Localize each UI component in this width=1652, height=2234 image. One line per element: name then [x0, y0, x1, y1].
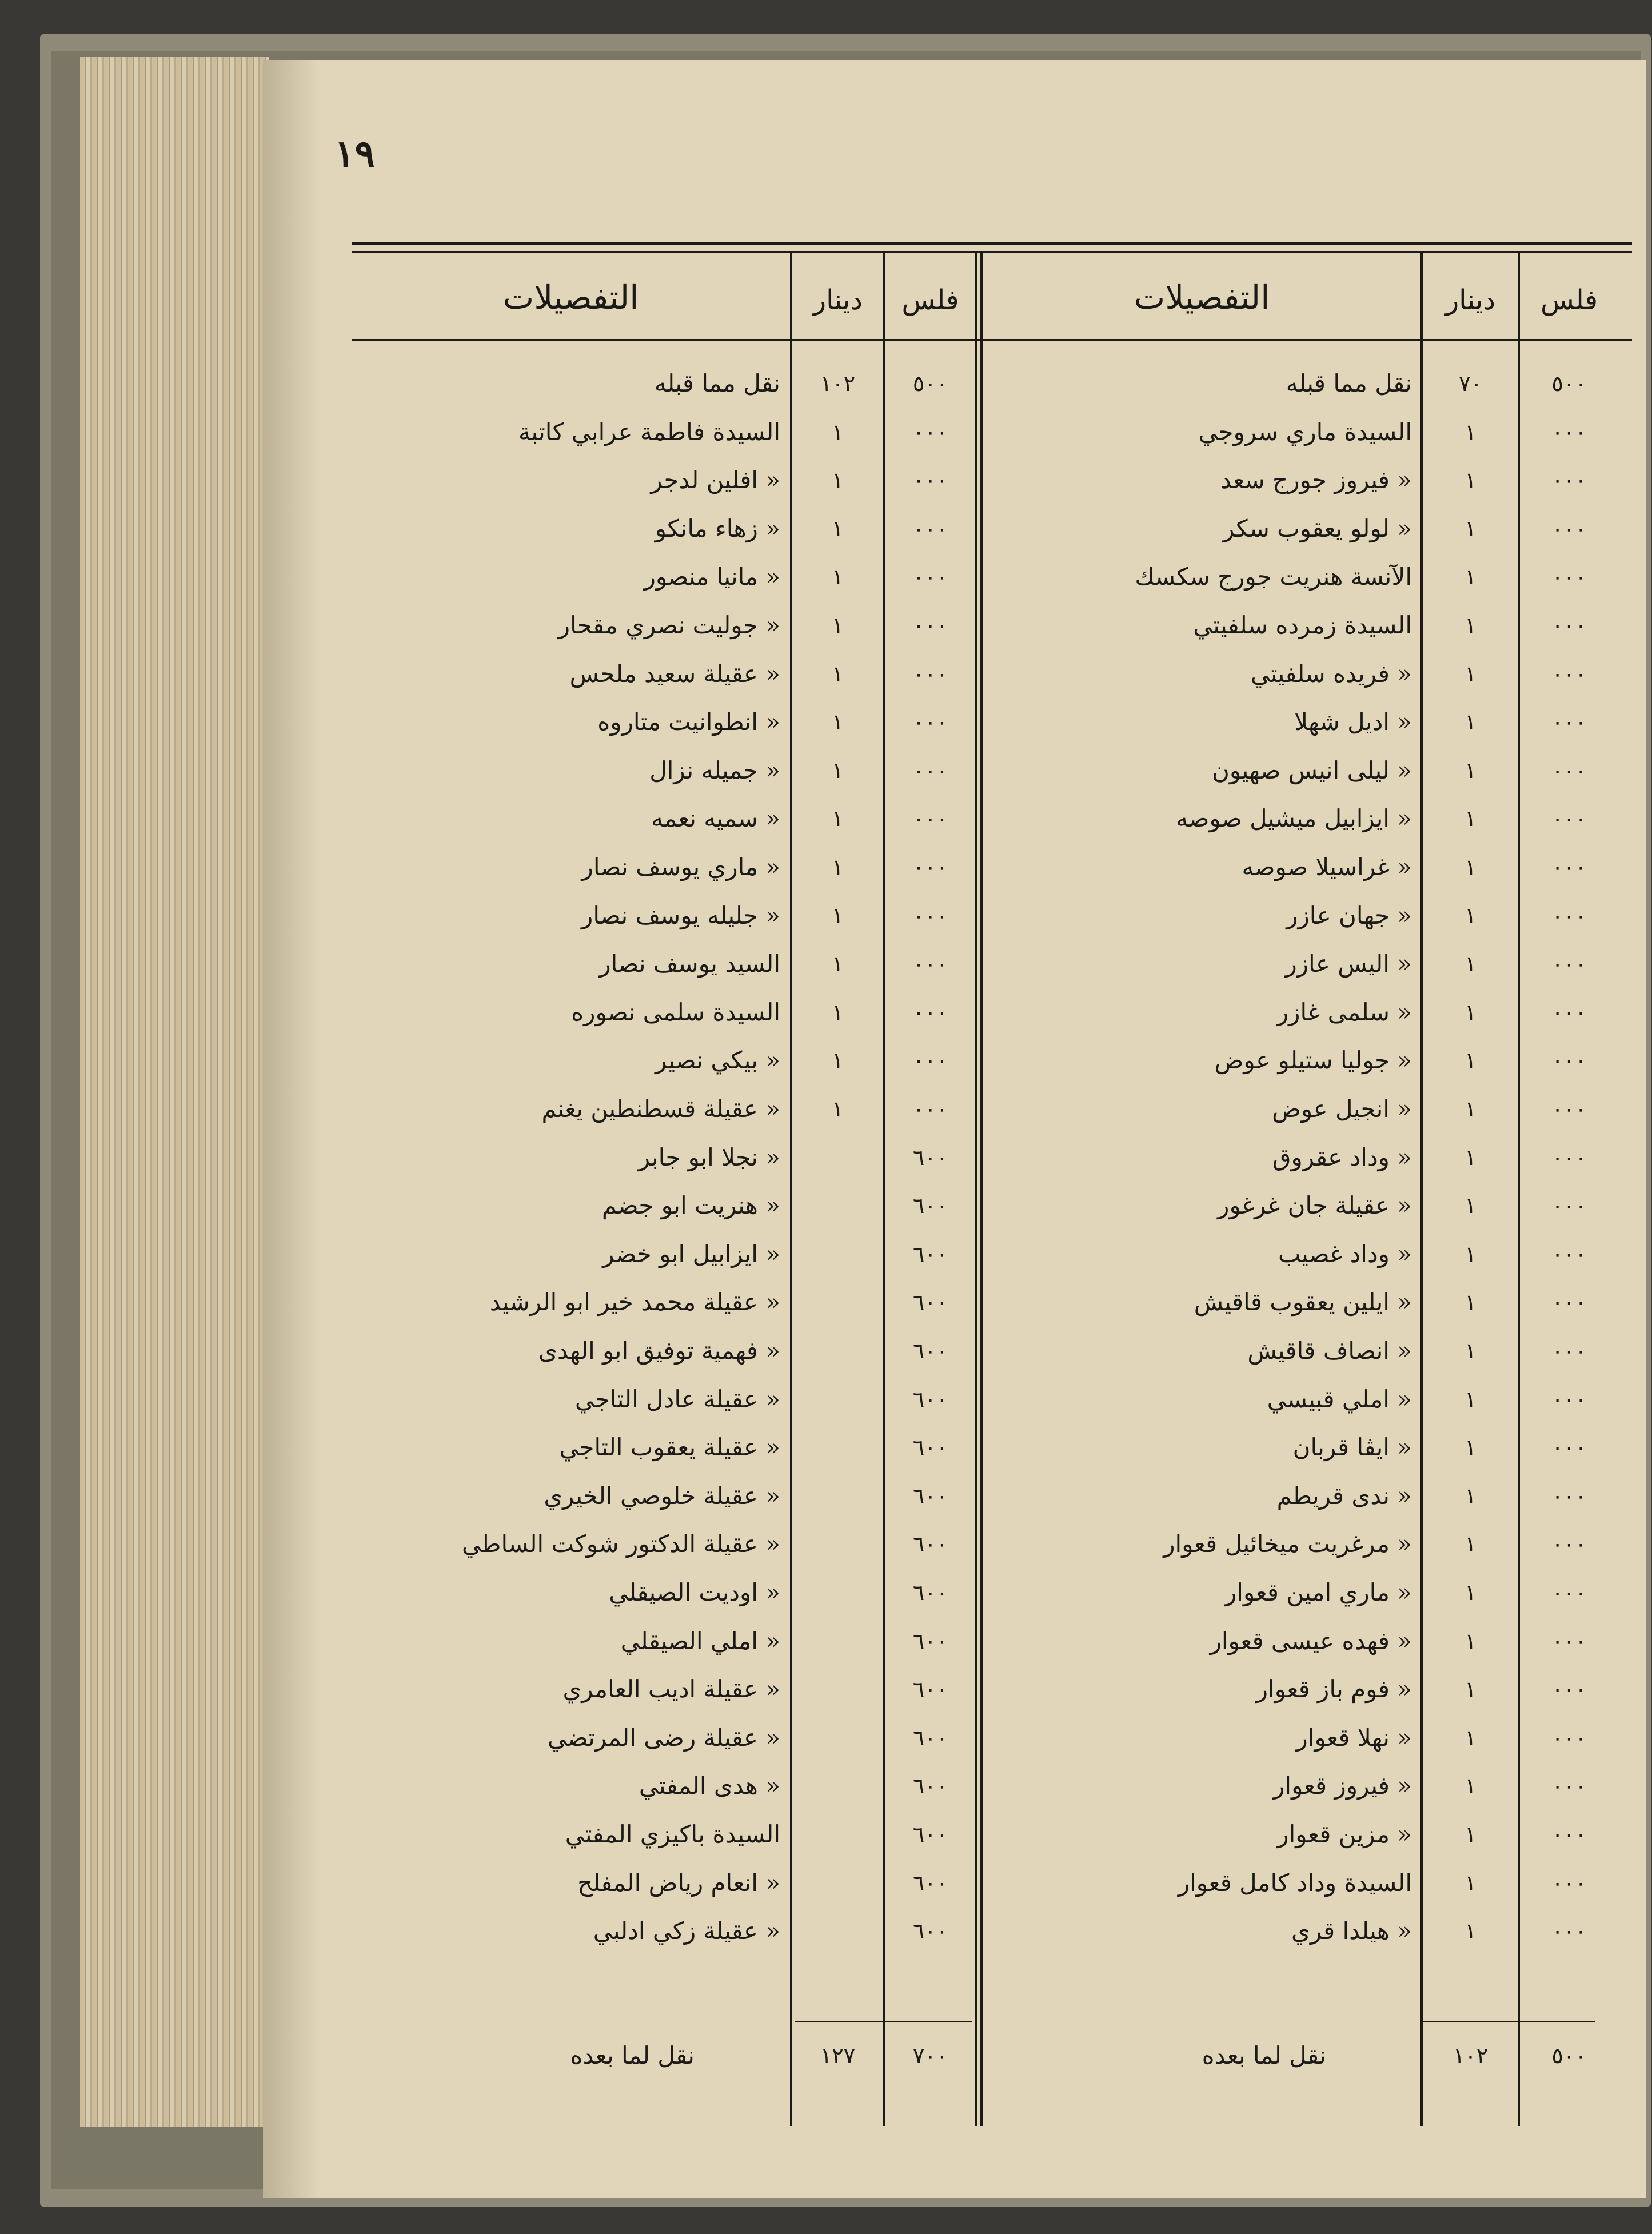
left-fils-row-18: ٦٠٠ [912, 1241, 948, 1267]
right-fils-row-11: ٠٠٠ [1551, 903, 1587, 928]
right-fils-row-20: ٠٠٠ [1551, 1338, 1587, 1363]
center-divider-a [975, 251, 977, 2126]
right-dinar-row-24: ١ [1465, 1531, 1477, 1557]
right-name-row-10: « غراسيلا صوصه [1242, 853, 1412, 881]
right-name-row-12: « اليس عازر [1285, 950, 1412, 978]
left-name-row-1: السيدة فاطمة عرابي كاتبة [518, 417, 780, 446]
right-fils-divider [1518, 251, 1520, 2126]
right-dinar-row-5: ١ [1465, 613, 1477, 638]
left-name-row-10: « ماري يوسف نصار [581, 853, 780, 881]
right-name-row-7: « اديل شهلا [1294, 708, 1412, 736]
right-name-row-22: « ايڤا قربان [1292, 1433, 1412, 1462]
left-name-row-17: « هنريت ابو جضم [601, 1191, 780, 1220]
right-dinar-row-6: ١ [1465, 661, 1477, 687]
left-name-row-15: « عقيلة قسطنطين يغنم [541, 1095, 780, 1123]
left-name-row-29: « هدى المفتي [639, 1772, 780, 1800]
page-number: ١٩ [334, 131, 375, 176]
right-name-row-13: « سلمى غازر [1276, 998, 1412, 1026]
left-fils-row-13: ٠٠٠ [912, 999, 948, 1025]
right-dinar-row-27: ١ [1465, 1677, 1477, 1702]
left-name-row-32: « عقيلة زكي ادلبي [593, 1917, 780, 1945]
right-fils-row-10: ٠٠٠ [1551, 855, 1587, 880]
left-header-details: التفصيلات [502, 278, 639, 317]
right-dinar-footer: ١٠٢ [1453, 2043, 1489, 2068]
right-name-row-9: « ايزابيل ميشيل صوصه [1176, 804, 1412, 833]
right-dinar-row-9: ١ [1465, 806, 1477, 832]
left-name-row-20: « فهمية توفيق ابو الهدى [538, 1337, 780, 1365]
left-dinar-row-6: ١ [832, 661, 844, 687]
left-dinar-row-15: ١ [832, 1096, 844, 1122]
right-name-row-26: « فهده عيسى قعوار [1210, 1626, 1412, 1655]
left-name-row-11: « جليله يوسف نصار [581, 901, 780, 929]
right-dinar-divider [1420, 251, 1423, 2126]
left-dinar-row-0: ١٠٢ [820, 371, 856, 396]
right-dinar-row-13: ١ [1465, 999, 1477, 1025]
left-fils-row-21: ٦٠٠ [912, 1386, 948, 1412]
left-name-footer: نقل لما بعده [570, 2041, 695, 2069]
right-fils-row-29: ٠٠٠ [1551, 1773, 1587, 1799]
left-fils-row-31: ٦٠٠ [912, 1870, 948, 1896]
right-fils-row-25: ٠٠٠ [1551, 1580, 1587, 1605]
left-name-row-22: « عقيلة يعقوب التاجي [559, 1433, 780, 1462]
left-fils-row-27: ٦٠٠ [912, 1677, 948, 1702]
left-name-row-2: « افلين لدجر [651, 466, 780, 494]
left-fils-row-6: ٠٠٠ [912, 661, 948, 687]
center-divider-b [980, 251, 983, 2126]
right-fils-row-15: ٠٠٠ [1551, 1096, 1587, 1122]
right-name-row-1: السيدة ماري سروجي [1198, 417, 1412, 446]
right-name-footer: نقل لما بعده [1202, 2041, 1326, 2069]
left-fils-row-30: ٦٠٠ [912, 1822, 948, 1847]
right-name-row-8: « ليلى انيس صهيون [1212, 756, 1412, 784]
right-dinar-row-32: ١ [1465, 1918, 1477, 1944]
left-name-row-4: « مانيا منصور [644, 563, 780, 591]
right-dinar-row-11: ١ [1465, 903, 1477, 928]
left-fils-row-14: ٠٠٠ [912, 1048, 948, 1074]
right-dinar-row-2: ١ [1465, 468, 1477, 493]
right-name-row-27: « فوم باز قعوار [1256, 1675, 1412, 1704]
right-name-row-21: « املي قبيسي [1267, 1385, 1412, 1413]
right-dinar-row-10: ١ [1465, 855, 1477, 880]
right-name-row-19: « ايلين يعقوب قاقيش [1194, 1288, 1412, 1317]
left-fils-row-24: ٦٠٠ [912, 1531, 948, 1557]
right-fils-row-2: ٠٠٠ [1551, 468, 1587, 493]
right-dinar-row-12: ١ [1465, 951, 1477, 977]
right-fils-row-6: ٠٠٠ [1551, 661, 1587, 687]
right-dinar-row-22: ١ [1465, 1435, 1477, 1461]
left-dinar-footer: ١٢٧ [820, 2043, 856, 2068]
right-fils-row-30: ٠٠٠ [1551, 1822, 1587, 1847]
header-bottom-rule [352, 339, 1632, 341]
left-name-row-27: « عقيلة اديب العامري [562, 1675, 780, 1704]
right-fils-row-14: ٠٠٠ [1551, 1048, 1587, 1074]
right-dinar-row-21: ١ [1465, 1386, 1477, 1412]
left-dinar-row-8: ١ [832, 757, 844, 783]
left-dinar-row-4: ١ [832, 564, 844, 590]
right-header-details: التفصيلات [1134, 278, 1270, 317]
right-dinar-row-3: ١ [1465, 516, 1477, 541]
left-fils-row-19: ٦٠٠ [912, 1290, 948, 1315]
left-name-row-26: « املي الصيقلي [620, 1626, 780, 1655]
right-fils-footer: ٥٠٠ [1551, 2043, 1587, 2068]
left-fils-row-5: ٠٠٠ [912, 613, 948, 638]
left-name-row-0: نقل مما قبله [654, 369, 780, 397]
right-fils-row-22: ٠٠٠ [1551, 1435, 1587, 1461]
right-dinar-row-7: ١ [1465, 709, 1477, 735]
right-fils-row-27: ٠٠٠ [1551, 1677, 1587, 1702]
left-name-row-24: « عقيلة الدكتور شوكت الساطي [462, 1530, 780, 1558]
right-dinar-row-16: ١ [1465, 1144, 1477, 1170]
right-fils-row-5: ٠٠٠ [1551, 613, 1587, 638]
left-dinar-row-2: ١ [832, 468, 844, 493]
left-fils-row-15: ٠٠٠ [912, 1096, 948, 1122]
left-name-row-8: « جميله نزال [649, 756, 780, 784]
left-name-row-28: « عقيلة رضى المرتضي [547, 1723, 780, 1752]
right-fils-row-16: ٠٠٠ [1551, 1144, 1587, 1170]
left-fils-row-9: ٠٠٠ [912, 806, 948, 832]
right-name-row-30: « مزين قعوار [1277, 1820, 1412, 1848]
left-fils-row-2: ٠٠٠ [912, 468, 948, 493]
left-dinar-row-13: ١ [832, 999, 844, 1025]
right-name-row-32: « هيلدا قري [1291, 1917, 1412, 1945]
left-name-row-14: « بيكي نصير [655, 1046, 780, 1075]
right-fils-row-9: ٠٠٠ [1551, 806, 1587, 832]
left-name-row-19: « عقيلة محمد خير ابو الرشيد [489, 1288, 780, 1317]
left-fils-row-4: ٠٠٠ [912, 564, 948, 590]
right-name-row-31: السيدة وداد كامل قعوار [1178, 1868, 1412, 1897]
right-name-row-24: « مرغريت ميخائيل قعوار [1163, 1530, 1412, 1558]
left-dinar-row-1: ١ [832, 419, 844, 445]
right-dinar-row-8: ١ [1465, 757, 1477, 783]
left-name-row-7: « انطوانيت متاروه [597, 708, 780, 736]
right-header-dinar: دينار [1445, 284, 1496, 316]
right-name-row-20: « انصاف قاقيش [1247, 1337, 1412, 1365]
left-fils-row-23: ٦٠٠ [912, 1483, 948, 1509]
right-fils-row-31: ٠٠٠ [1551, 1870, 1587, 1896]
left-fils-row-20: ٦٠٠ [912, 1338, 948, 1363]
right-fils-row-3: ٠٠٠ [1551, 516, 1587, 541]
left-name-row-6: « عقيلة سعيد ملحس [569, 659, 780, 688]
right-dinar-row-28: ١ [1465, 1725, 1477, 1750]
right-name-row-23: « ندى قريطم [1276, 1481, 1412, 1510]
right-dinar-row-25: ١ [1465, 1580, 1477, 1605]
page-gutter-shadow [263, 60, 320, 2198]
right-dinar-row-26: ١ [1465, 1628, 1477, 1654]
right-fils-row-0: ٥٠٠ [1551, 371, 1587, 396]
top-rule-thin [352, 251, 1632, 253]
right-name-row-25: « ماري امين قعوار [1225, 1578, 1412, 1606]
left-dinar-row-5: ١ [832, 613, 844, 638]
right-name-row-11: « جهان عازر [1286, 901, 1412, 929]
left-fils-row-28: ٦٠٠ [912, 1725, 948, 1750]
right-fils-row-24: ٠٠٠ [1551, 1531, 1587, 1557]
right-fils-row-23: ٠٠٠ [1551, 1483, 1587, 1509]
right-dinar-row-17: ١ [1465, 1193, 1477, 1219]
right-dinar-row-15: ١ [1465, 1096, 1477, 1122]
right-fils-row-13: ٠٠٠ [1551, 999, 1587, 1025]
left-fils-row-12: ٠٠٠ [912, 951, 948, 977]
right-total-rule [1420, 2021, 1595, 2022]
top-rule-thick [352, 242, 1632, 245]
left-name-row-12: السيد يوسف نصار [599, 950, 780, 978]
left-fils-row-26: ٦٠٠ [912, 1628, 948, 1654]
right-dinar-row-0: ٧٠ [1459, 371, 1482, 396]
right-dinar-row-30: ١ [1465, 1822, 1477, 1847]
right-dinar-row-31: ١ [1465, 1870, 1477, 1896]
right-dinar-row-19: ١ [1465, 1290, 1477, 1315]
right-name-row-3: « لولو يعقوب سكر [1223, 514, 1412, 542]
left-name-row-31: « انعام رياض المفلح [577, 1868, 780, 1897]
right-dinar-row-14: ١ [1465, 1048, 1477, 1074]
right-fils-row-12: ٠٠٠ [1551, 951, 1587, 977]
left-fils-row-32: ٦٠٠ [912, 1918, 948, 1944]
right-dinar-row-4: ١ [1465, 564, 1477, 590]
left-dinar-row-7: ١ [832, 709, 844, 735]
left-fils-row-3: ٠٠٠ [912, 516, 948, 541]
right-header-fils: فلس [1540, 284, 1598, 316]
left-name-row-18: « ايزابيل ابو خضر [602, 1239, 780, 1268]
right-dinar-row-20: ١ [1465, 1338, 1477, 1363]
left-fils-row-7: ٠٠٠ [912, 709, 948, 735]
right-name-row-29: « فيروز قعوار [1273, 1772, 1412, 1800]
right-name-row-18: « وداد غصيب [1278, 1239, 1412, 1268]
left-header-dinar: دينار [812, 284, 863, 316]
right-name-row-16: « وداد عقروق [1272, 1143, 1412, 1171]
right-name-row-2: « فيروز جورج سعد [1220, 466, 1412, 494]
right-name-row-15: « انجيل عوض [1272, 1095, 1412, 1123]
left-name-row-21: « عقيلة عادل التاجي [574, 1385, 780, 1413]
left-fils-divider [883, 251, 885, 2126]
right-name-row-5: السيدة زمرده سلفيتي [1193, 611, 1412, 639]
left-name-row-13: السيدة سلمى نصوره [571, 998, 780, 1026]
left-fils-row-0: ٥٠٠ [912, 371, 948, 396]
right-fils-row-8: ٠٠٠ [1551, 757, 1587, 783]
right-fils-row-7: ٠٠٠ [1551, 709, 1587, 735]
left-dinar-row-3: ١ [832, 516, 844, 541]
right-name-row-0: نقل مما قبله [1286, 369, 1412, 397]
left-fils-row-22: ٦٠٠ [912, 1435, 948, 1461]
left-dinar-row-14: ١ [832, 1048, 844, 1074]
left-name-row-3: « زهاء مانكو [655, 514, 780, 542]
right-name-row-6: « فريده سلفيتي [1250, 659, 1412, 688]
left-fils-row-11: ٠٠٠ [912, 903, 948, 928]
right-name-row-14: « جوليا ستيلو عوض [1214, 1046, 1412, 1075]
left-header-fils: فلس [901, 284, 959, 316]
right-fils-row-1: ٠٠٠ [1551, 419, 1587, 445]
right-fils-row-18: ٠٠٠ [1551, 1241, 1587, 1267]
left-dinar-row-10: ١ [832, 855, 844, 880]
left-dinar-row-12: ١ [832, 951, 844, 977]
left-fils-row-25: ٦٠٠ [912, 1580, 948, 1605]
left-name-row-9: « سميه نعمه [651, 804, 780, 833]
right-dinar-row-18: ١ [1465, 1241, 1477, 1267]
left-fils-footer: ٧٠٠ [912, 2043, 948, 2068]
right-fils-row-4: ٠٠٠ [1551, 564, 1587, 590]
left-fils-row-1: ٠٠٠ [912, 419, 948, 445]
left-fils-row-29: ٦٠٠ [912, 1773, 948, 1799]
left-name-row-30: السيدة باكيزي المفتي [565, 1820, 780, 1848]
page-edges [80, 57, 269, 2127]
right-fils-row-17: ٠٠٠ [1551, 1193, 1587, 1219]
right-fils-row-26: ٠٠٠ [1551, 1628, 1587, 1654]
left-fils-row-8: ٠٠٠ [912, 757, 948, 783]
left-fils-row-17: ٦٠٠ [912, 1193, 948, 1219]
left-dinar-row-11: ١ [832, 903, 844, 928]
ledger-page [263, 60, 1646, 2198]
left-fils-row-16: ٦٠٠ [912, 1144, 948, 1170]
right-fils-row-28: ٠٠٠ [1551, 1725, 1587, 1750]
left-name-row-5: « جوليت نصري مقحار [558, 611, 780, 639]
right-fils-row-19: ٠٠٠ [1551, 1290, 1587, 1315]
right-name-row-28: « نهلا قعوار [1296, 1723, 1412, 1752]
right-name-row-17: « عقيلة جان غرغور [1218, 1191, 1412, 1220]
right-fils-row-21: ٠٠٠ [1551, 1386, 1587, 1412]
right-fils-row-32: ٠٠٠ [1551, 1918, 1587, 1944]
left-name-row-16: « نجلا ابو جابر [638, 1143, 780, 1171]
right-dinar-row-29: ١ [1465, 1773, 1477, 1799]
left-dinar-row-9: ١ [832, 806, 844, 832]
left-name-row-23: « عقيلة خلوصي الخيري [544, 1481, 780, 1510]
left-fils-row-10: ٠٠٠ [912, 855, 948, 880]
right-dinar-row-1: ١ [1465, 419, 1477, 445]
right-dinar-row-23: ١ [1465, 1483, 1477, 1509]
right-name-row-4: الآنسة هنريت جورج سكسك [1135, 563, 1412, 591]
left-name-row-25: « اوديت الصيقلي [609, 1578, 780, 1606]
